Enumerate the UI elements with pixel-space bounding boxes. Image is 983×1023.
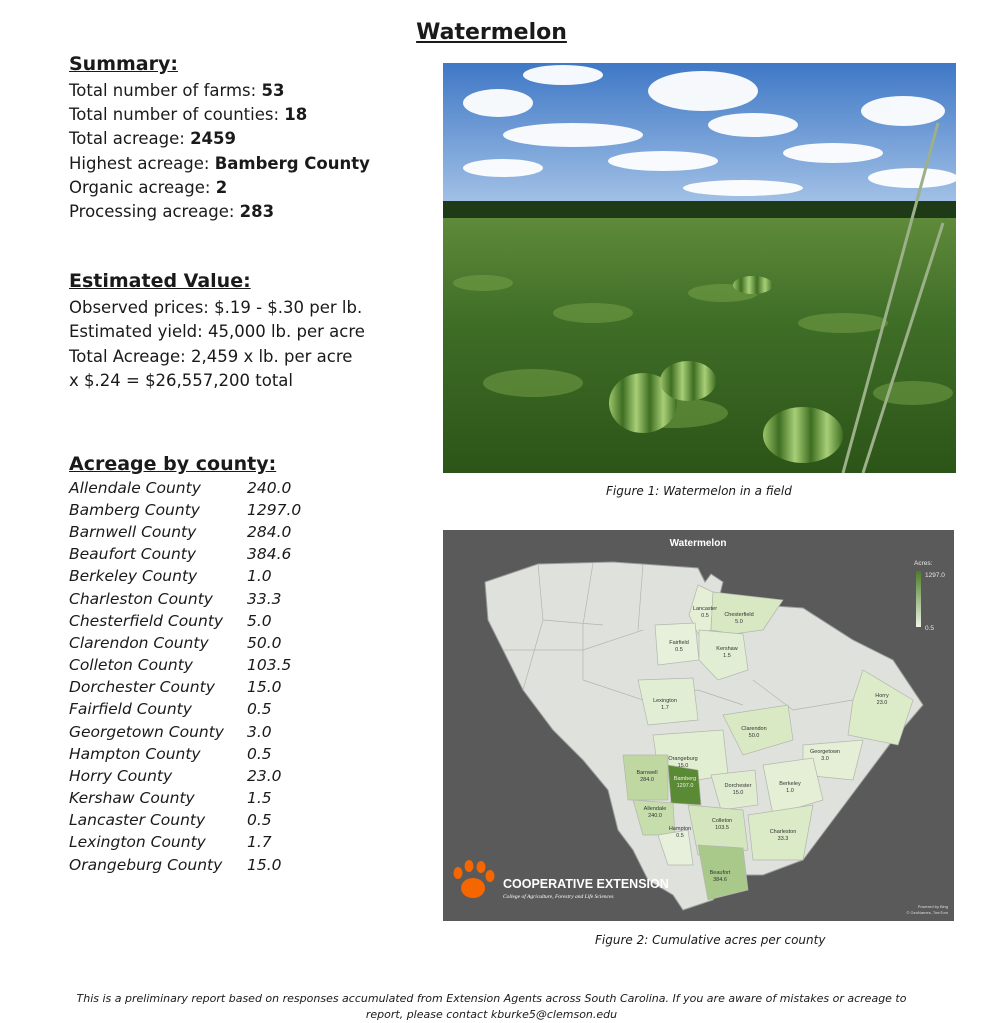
summary-processing: Processing acreage: 283 bbox=[69, 202, 275, 221]
county-acres: 1297.0 bbox=[247, 501, 302, 519]
county-acres: 5.0 bbox=[247, 612, 272, 630]
county-name: Hampton County bbox=[69, 745, 201, 763]
county-acres: 284.0 bbox=[247, 523, 292, 541]
map-label-county: Colleton bbox=[711, 818, 733, 824]
map-label-county: Bamberg bbox=[673, 776, 697, 782]
county-acres: 1.7 bbox=[247, 833, 272, 851]
county-acres: 33.3 bbox=[247, 590, 282, 608]
county-name: Bamberg County bbox=[69, 501, 200, 519]
summary-farms: Total number of farms: 53 bbox=[69, 81, 285, 100]
county-name: Dorchester County bbox=[69, 678, 215, 696]
map-label-value: 15.0 bbox=[677, 763, 689, 769]
legend-min: 0.5 bbox=[925, 625, 935, 632]
map-label-value: 50.0 bbox=[748, 733, 760, 739]
map-credit: Powered by Bing bbox=[917, 904, 948, 909]
map-label-county: Chesterfield bbox=[724, 612, 754, 618]
map-label-value: 0.5 bbox=[675, 647, 683, 653]
map-label-value: 33.3 bbox=[777, 836, 789, 842]
map-label-county: Barnwell bbox=[636, 770, 658, 776]
county-name: Berkeley County bbox=[69, 567, 198, 585]
map-label-county: Orangeburg bbox=[668, 756, 698, 762]
figure2-caption: Figure 2: Cumulative acres per county bbox=[595, 933, 826, 947]
summary-highest: Highest acreage: Bamberg County bbox=[69, 154, 370, 173]
county-name: Horry County bbox=[69, 767, 173, 785]
brand-subtitle: College of Agriculture, Forestry and Life Sciences bbox=[503, 894, 614, 900]
county-acres: 384.6 bbox=[247, 545, 292, 563]
county-acres: 3.0 bbox=[247, 723, 272, 741]
county-name: Georgetown County bbox=[69, 723, 224, 741]
county-name: Barnwell County bbox=[69, 523, 197, 541]
estimated-line: Observed prices: $.19 - $.30 per lb. bbox=[69, 298, 363, 317]
map-label-county: Dorchester bbox=[724, 783, 752, 789]
map-label-value: 1.0 bbox=[786, 788, 794, 794]
county-acres: 15.0 bbox=[247, 678, 282, 696]
legend-title: Acres: bbox=[914, 560, 933, 567]
map-label-county: Hampton bbox=[668, 826, 692, 832]
county-name: Orangeburg County bbox=[69, 856, 223, 874]
map-label-value: 3.0 bbox=[821, 756, 829, 762]
county-acres: 240.0 bbox=[247, 479, 292, 497]
map-label-value: 0.5 bbox=[676, 833, 684, 839]
map-label-county: Horry bbox=[875, 693, 889, 699]
map-label-county: Berkeley bbox=[779, 781, 801, 787]
county-acres: 50.0 bbox=[247, 634, 282, 652]
summary-organic: Organic acreage: 2 bbox=[69, 178, 228, 197]
acreage-heading: Acreage by county: bbox=[69, 453, 277, 475]
watermelon-field-photo bbox=[443, 63, 956, 473]
legend-max: 1297.0 bbox=[925, 572, 945, 579]
map-credit: © GeoNames, TomTom bbox=[906, 910, 948, 915]
county-name: Clarendon County bbox=[69, 634, 209, 652]
county-name: Charleston County bbox=[69, 590, 213, 608]
legend-ramp bbox=[916, 571, 921, 627]
county-name: Beaufort County bbox=[69, 545, 197, 563]
map-label-value: 23.0 bbox=[876, 700, 888, 706]
page-title: Watermelon bbox=[416, 20, 567, 45]
map-label-county: Allendale bbox=[643, 806, 667, 812]
map-label-value: 240.0 bbox=[648, 813, 662, 819]
county-name: Chesterfield County bbox=[69, 612, 224, 630]
county-acres: 0.5 bbox=[247, 700, 272, 718]
county-name: Allendale County bbox=[69, 479, 201, 497]
county-name: Kershaw County bbox=[69, 789, 195, 807]
footer-note bbox=[60, 991, 923, 1023]
map-title: Watermelon bbox=[669, 538, 727, 549]
county-acres: 1.0 bbox=[247, 567, 272, 585]
county-acres: 0.5 bbox=[247, 745, 272, 763]
estimated-line: x $.24 = $26,557,200 total bbox=[69, 371, 294, 390]
footer-line: This is a preliminary report based on responses accumulated from Extension Agents across South Carolina. If you are aware of mistakes or acreage to bbox=[76, 992, 907, 1005]
estimated-line: Total Acreage: 2,459 x lb. per acre bbox=[69, 347, 353, 366]
clemson-paw-logo bbox=[454, 860, 495, 898]
map-label-value: 103.5 bbox=[715, 825, 729, 831]
county-acres: 23.0 bbox=[247, 767, 282, 785]
summary-counties: Total number of counties: 18 bbox=[69, 105, 308, 124]
footer-line: report, please contact kburke5@clemson.edu bbox=[365, 1008, 618, 1021]
estimated-line: Estimated yield: 45,000 lb. per acre bbox=[69, 322, 365, 341]
figure1-caption: Figure 1: Watermelon in a field bbox=[606, 484, 792, 498]
county-name: Lexington County bbox=[69, 833, 206, 851]
map-label-county: Beaufort bbox=[709, 870, 731, 876]
county-acres: 103.5 bbox=[247, 656, 292, 674]
acreage-map bbox=[443, 530, 954, 921]
map-label-value: 284.0 bbox=[640, 777, 654, 783]
county-name: Colleton County bbox=[69, 656, 193, 674]
county-name: Lancaster County bbox=[69, 811, 206, 829]
summary-acreage: Total acreage: 2459 bbox=[69, 129, 237, 148]
map-label-value: 1.5 bbox=[723, 653, 731, 659]
brand-name: COOPERATIVE EXTENSION bbox=[503, 877, 669, 891]
map-label-value: 384.6 bbox=[713, 877, 727, 883]
map-label-county: Georgetown bbox=[810, 749, 840, 755]
estimated-heading: Estimated Value: bbox=[69, 270, 251, 292]
county-acres: 0.5 bbox=[247, 811, 272, 829]
map-label-county: Lexington bbox=[653, 698, 677, 704]
summary-heading: Summary: bbox=[69, 53, 178, 75]
map-label-value: 1.7 bbox=[661, 705, 669, 711]
map-label-county: Clarendon bbox=[741, 726, 767, 732]
county-acres: 1.5 bbox=[247, 789, 272, 807]
map-label-county: Fairfield bbox=[669, 640, 689, 646]
county-acres: 15.0 bbox=[247, 856, 282, 874]
county-name: Fairfield County bbox=[69, 700, 192, 718]
map-label-county: Lancaster bbox=[692, 606, 718, 612]
map-label-value: 15.0 bbox=[732, 790, 744, 796]
map-label-value: 0.5 bbox=[701, 613, 709, 619]
map-label-value: 1297.0 bbox=[676, 783, 694, 789]
map-label-county: Kershaw bbox=[716, 646, 738, 652]
map-label-county: Charleston bbox=[769, 829, 797, 835]
map-label-value: 5.0 bbox=[735, 619, 743, 625]
